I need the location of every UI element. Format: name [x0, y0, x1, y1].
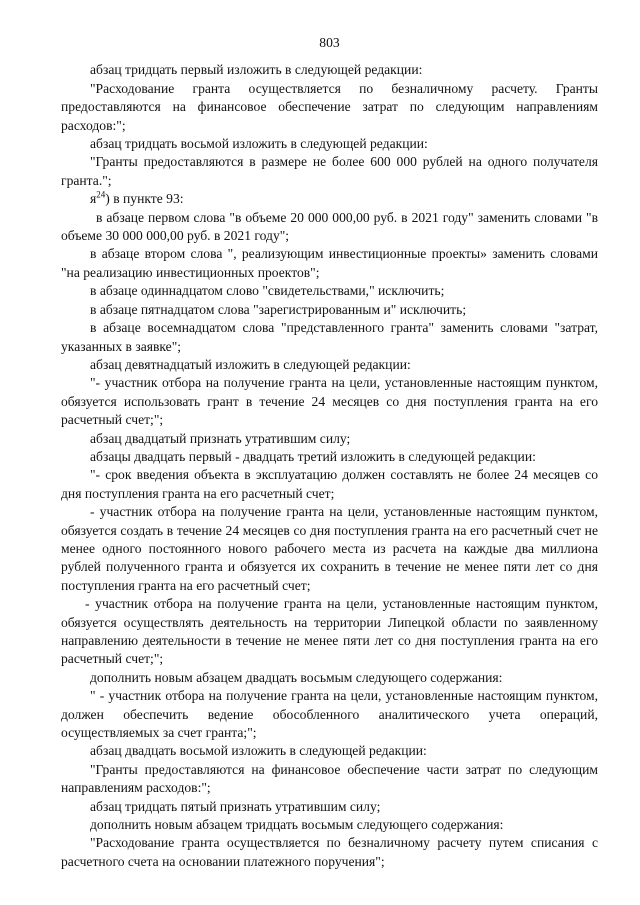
paragraph-4: "Гранты предоставляются в размере не более 600 000 рублей на одного получателя гранта."; — [61, 154, 598, 188]
paragraph-5 — [61, 190, 598, 208]
list-item-text: ) в пункте 93: — [105, 191, 184, 207]
paragraph-16: - участник отбора на получение гранта на цели, установленные настоящим пунктом, обязуется создать в течение 24 месяцев со дня поступления гранта на его расчетный счет не менее одного постоянного нового рабочего места из расчета на каждые два миллиона рублей полученного гранта и обязуется их сохранить в течение не менее пяти лет со дня поступления гранта на его расчетный счет; — [61, 504, 598, 593]
list-letter: я — [90, 191, 97, 207]
paragraph-18: дополнить новым абзацем двадцать восьмым следующего содержания: — [90, 669, 503, 685]
paragraph-23: дополнить новым абзацем тридцать восьмым следующего содержания: — [90, 817, 504, 833]
paragraph-15: "- срок введения объекта в эксплуатацию должен составлять не более 24 месяцев со дня поступления гранта на его расчетный счет; — [61, 467, 598, 501]
paragraph-10: в абзаце восемнадцатом слова "представленного гранта" заменить словами "затрат, указанных в заявке"; — [61, 320, 598, 354]
paragraph-1: абзац тридцать первый изложить в следующей редакции: — [90, 62, 423, 78]
paragraph-8: в абзаце одиннадцатом слово "свидетельствами," исключить; — [90, 283, 445, 299]
paragraph-21: "Гранты предоставляются на финансовое обеспечение части затрат по следующим направлениям расходов:"; — [61, 761, 598, 796]
paragraph-6: в абзаце первом слова "в объеме 20 000 000,00 руб. в 2021 году" заменить словами "в объеме 30 000 000,00 руб. в 2021 году"; — [61, 209, 598, 244]
page-number: 803 — [319, 35, 340, 50]
paragraph-20: абзац двадцать восьмой изложить в следующей редакции: — [90, 743, 427, 759]
paragraph-24: "Расходование гранта осуществляется по безналичному расчету путем списания с расчетного счета на основании платежного поручения"; — [61, 835, 598, 869]
paragraph-19: " - участник отбора на получение гранта на цели, установленные настоящим пунктом, должен обеспечить ведение обособленного аналитического учета операций, осуществляемых за счет гранта;"; — [61, 688, 598, 741]
paragraph-14: абзацы двадцать первый - двадцать третий изложить в следующей редакции: — [90, 448, 536, 464]
paragraph-3: абзац тридцать восьмой изложить в следующей редакции: — [90, 136, 428, 152]
paragraph-17: - участник отбора на получение гранта на цели, установленные настоящим пунктом, обязуется осуществлять деятельность на территории Липецкой области по заявленному направлению деятельности в течение не менее пяти лет со дня поступления гранта на его расчетный счет;"; — [61, 596, 598, 667]
paragraph-9: в абзаце пятнадцатом слова "зарегистрированным и" исключить; — [90, 301, 467, 317]
list-letter-superscript: 24 — [96, 189, 106, 200]
paragraph-12: "- участник отбора на получение гранта на цели, установленные настоящим пунктом, обязуется использовать грант в течение 24 месяцев со дня поступления гранта на его расчетный счет;"; — [61, 375, 598, 428]
paragraph-11: абзац девятнадцатый изложить в следующей редакции: — [90, 356, 411, 372]
paragraph-13: абзац двадцатый признать утратившим силу; — [90, 430, 351, 446]
paragraph-7: в абзаце втором слова ", реализующим инвестиционные проекты» заменить словами "на реализацию инвестиционных проектов"; — [61, 246, 598, 280]
paragraph-22: абзац тридцать пятый признать утратившим силу; — [90, 798, 381, 814]
paragraph-2: "Расходование гранта осуществляется по безналичному расчету. Гранты предоставляются на финансовое обеспечение затрат по следующим направлениям расходов:"; — [61, 80, 598, 133]
